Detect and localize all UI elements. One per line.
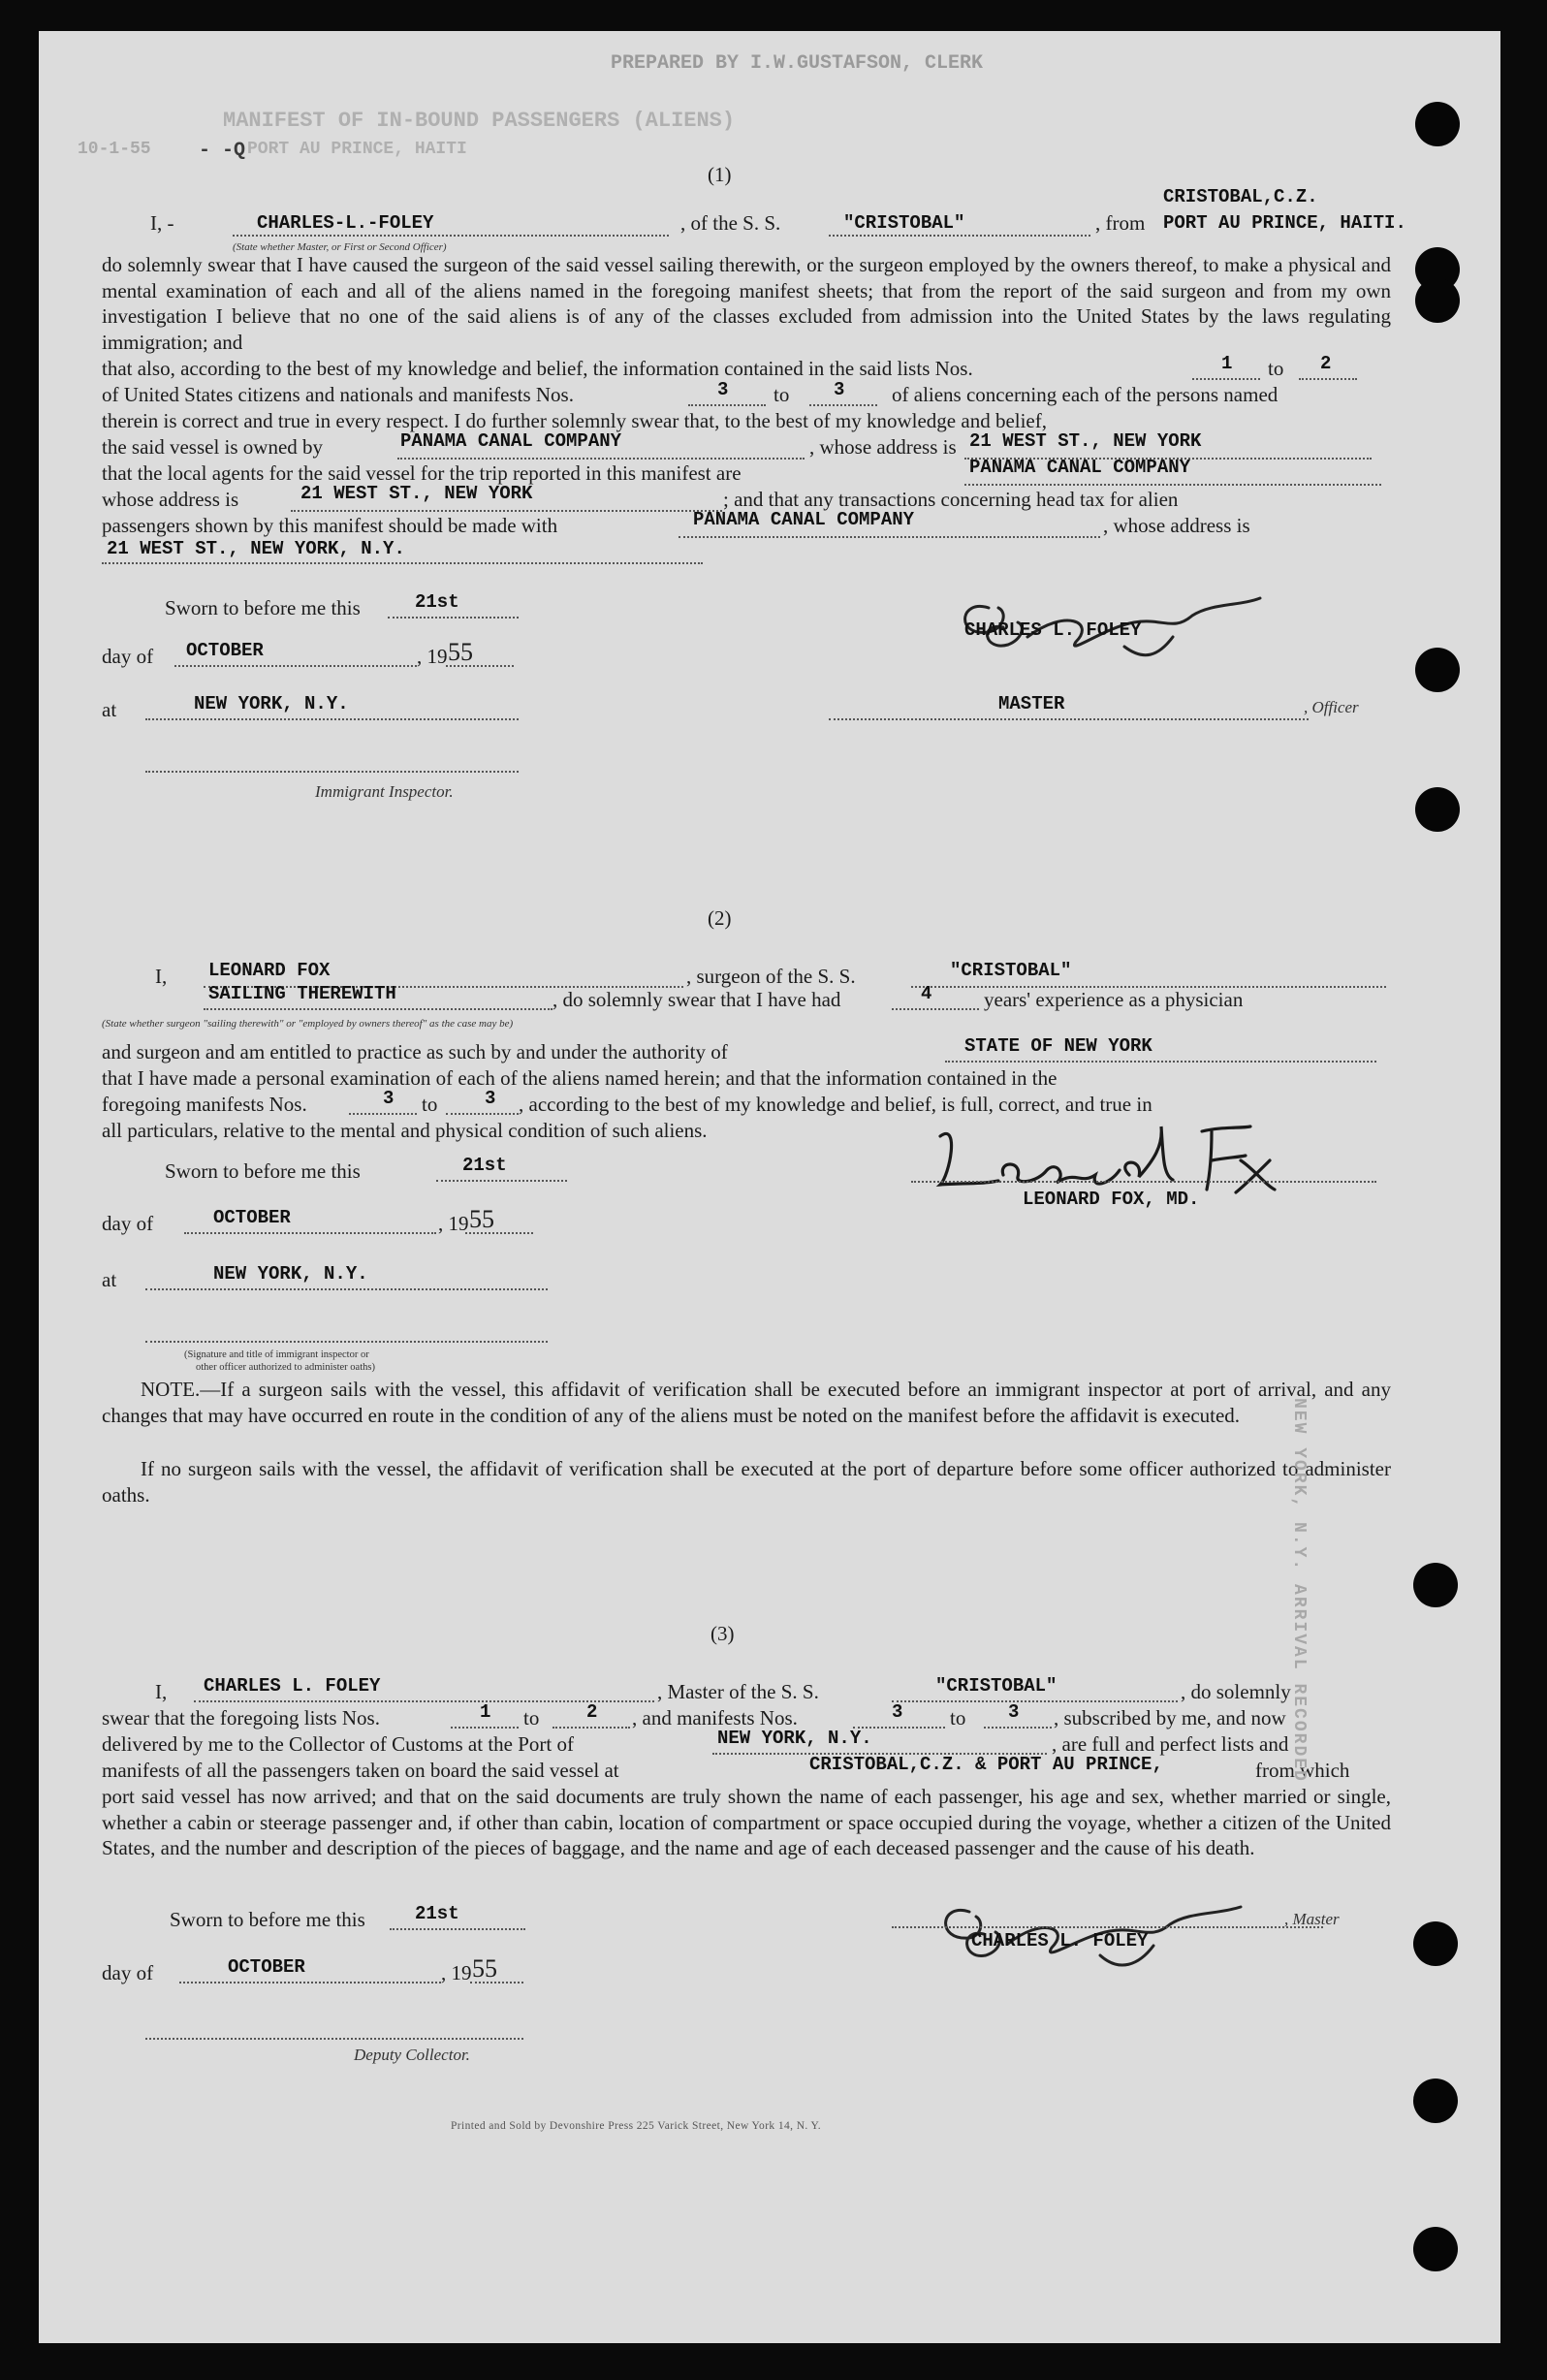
sworn-day-line-2 bbox=[436, 1180, 567, 1182]
to-label-3: to bbox=[422, 1093, 438, 1116]
note-paragraph-1: NOTE.—If a surgeon sails with the vessel, this affidavit of verification shall be executed before an immigrant inspector at port of arrival, and any changes that may have occurred en route in the condition of any of the aliens must be noted on the manifest before the affidavit is executed. bbox=[102, 1378, 1391, 1427]
vessel-line-3 bbox=[892, 1700, 1178, 1702]
owner-name: PANAMA CANAL COMPANY bbox=[400, 430, 622, 452]
from-place-line2: PORT AU PRINCE, HAITI. bbox=[1163, 212, 1406, 234]
manifests-to-line bbox=[809, 404, 877, 406]
sworn-label-3: Sworn to before me this bbox=[170, 1908, 365, 1931]
at-label-2: at bbox=[102, 1268, 117, 1291]
surgeon-signer-name: LEONARD FOX, MD. bbox=[1023, 1189, 1200, 1210]
year-prefix-1: , 19 bbox=[417, 645, 448, 668]
year-prefix-2: , 19 bbox=[438, 1212, 469, 1235]
sworn-day-line-3 bbox=[390, 1928, 525, 1930]
sworn-label-2: Sworn to before me this bbox=[165, 1159, 361, 1183]
dayof-label-1: day of bbox=[102, 645, 154, 668]
agents-label: that the local agents for the said vessel for the trip reported in this manifest are bbox=[102, 461, 742, 485]
note-paragraph-2: If no surgeon sails with the vessel, the affidavit of verification shall be executed at the port of departure before some officer authorized to administer oaths. bbox=[102, 1457, 1391, 1507]
foregoing-label: foregoing manifests Nos. bbox=[102, 1093, 307, 1116]
of-ss-label: , of the S. S. bbox=[680, 211, 781, 235]
examination-line: that I have made a personal examination of each of the aliens named herein; and that the information contained in the bbox=[102, 1066, 1058, 1090]
inspector-line bbox=[145, 771, 519, 773]
surgeon-signature-line bbox=[911, 1181, 1376, 1183]
according-line: , according to the best of my knowledge and belief, is full, correct, and true in bbox=[519, 1093, 1152, 1116]
agents-line bbox=[964, 484, 1381, 486]
vessel-name-3: "CRISTOBAL" bbox=[935, 1675, 1058, 1697]
manifests-to-line-3 bbox=[984, 1727, 1052, 1729]
from-place-line1: CRISTOBAL,C.Z. bbox=[1163, 186, 1318, 207]
owner-address: 21 WEST ST., NEW YORK bbox=[969, 430, 1202, 452]
vessel-line bbox=[829, 235, 1090, 237]
section-3-paragraph: port said vessel has now arrived; and that on the said documents are truly shown the name of each passenger, his age and sex, whether married or single, whether a cabin or steerage passenger and, if other than cabin, location of compartment or space occupied during the voyage, whether a citizen of the United States, and the number and description of the pieces of baggage, and the name and age of each deceased passenger and the cause of his death. bbox=[102, 1785, 1391, 1859]
surgeon-name: LEONARD FOX bbox=[208, 960, 331, 981]
transactions-line: ; and that any transactions concerning head tax for alien bbox=[723, 488, 1179, 511]
surgeon-status: SAILING THEREWITH bbox=[208, 983, 396, 1004]
sign-hint-2: other officer authorized to administer oaths) bbox=[196, 1362, 375, 1373]
faint-header-text: PREPARED BY I.W.GUSTAFSON, CLERK bbox=[611, 52, 984, 75]
master-hint: (State whether Master, or First or Second Officer) bbox=[233, 241, 447, 253]
lists-to: 2 bbox=[1320, 353, 1332, 374]
sworn-label-1: Sworn to before me this bbox=[165, 596, 361, 619]
full-perfect-label: , are full and perfect lists and bbox=[1052, 1732, 1289, 1756]
year-line-2 bbox=[465, 1232, 533, 1234]
master-name-line-3 bbox=[194, 1700, 654, 1702]
authority-line bbox=[945, 1061, 1376, 1063]
month-line-1 bbox=[174, 665, 417, 667]
vessel-name: "CRISTOBAL" bbox=[843, 212, 965, 234]
year-line-1 bbox=[446, 665, 514, 667]
signer-name-1: CHARLES L. FOLEY bbox=[964, 619, 1142, 641]
punch-hole-9 bbox=[1413, 2227, 1458, 2271]
sworn-day-3: 21st bbox=[415, 1903, 459, 1924]
tax-company: PANAMA CANAL COMPANY bbox=[693, 509, 915, 530]
role-line-1 bbox=[829, 718, 1309, 720]
owner-line bbox=[397, 458, 805, 460]
faint-date: 10-1-55 bbox=[78, 140, 151, 159]
whose-address-is-label: , whose address is bbox=[1103, 514, 1250, 537]
place-1: NEW YORK, N.Y. bbox=[194, 693, 349, 714]
years-line bbox=[892, 1008, 979, 1010]
of-aliens-line: of aliens concerning each of the persons named bbox=[892, 383, 1279, 406]
manifests-to-line-2 bbox=[446, 1113, 519, 1115]
side-stamp: NEW YORK, N.Y. ARRIVAL RECORDED bbox=[1289, 1398, 1309, 1783]
signer-name-3: CHARLES L. FOLEY bbox=[971, 1930, 1149, 1952]
manifests-from-2: 3 bbox=[383, 1088, 395, 1109]
signer-line-3 bbox=[892, 1926, 1323, 1928]
from-which-label: from which bbox=[1255, 1759, 1350, 1782]
inspector-label: Immigrant Inspector. bbox=[315, 782, 454, 801]
tax-address: 21 WEST ST., NEW YORK, N.Y. bbox=[107, 538, 405, 559]
therein-line: therein is correct and true in every respect. I do further solemnly swear that, to the best of my knowledge and belief, bbox=[102, 409, 1047, 432]
agents-address: 21 WEST ST., NEW YORK bbox=[300, 483, 533, 504]
and-manifests-label: , and manifests Nos. bbox=[632, 1706, 798, 1729]
printer-footer: Printed and Sold by Devonshire Press 225 Varick Street, New York 14, N. Y. bbox=[451, 2120, 822, 2132]
month-1: OCTOBER bbox=[186, 640, 264, 661]
that-also-line: that also, according to the best of my knowledge and belief, the information contained in the said lists Nos. bbox=[102, 357, 973, 380]
years-exp-label: years' experience as a physician bbox=[984, 988, 1244, 1011]
passengers-line: passengers shown by this manifest should be made with bbox=[102, 514, 558, 537]
dayof-label-2: day of bbox=[102, 1212, 154, 1235]
i-prefix: I, - bbox=[150, 211, 174, 235]
subscribed-label: , subscribed by me, and now bbox=[1054, 1706, 1286, 1729]
swear-lists-label: swear that the foregoing lists Nos. bbox=[102, 1706, 380, 1729]
year-line-3 bbox=[470, 1982, 523, 1983]
punch-hole-3 bbox=[1415, 278, 1460, 323]
lists-to-3: 2 bbox=[586, 1701, 598, 1723]
i-label-3: I, bbox=[155, 1680, 168, 1703]
status-hint: (State whether surgeon "sailing therewith" or "employed by owners thereof" as the case may be) bbox=[102, 1018, 514, 1030]
corner-mark: - -Q bbox=[199, 140, 246, 162]
swear-label-2: , do solemnly swear that I have had bbox=[552, 988, 841, 1011]
master-name: CHARLES-L.-FOLEY bbox=[257, 212, 434, 234]
month-3: OCTOBER bbox=[228, 1956, 305, 1978]
sworn-day-line-1 bbox=[388, 617, 519, 619]
punch-hole-6 bbox=[1413, 1563, 1458, 1607]
manifests-to-2: 3 bbox=[485, 1088, 496, 1109]
agents-name: PANAMA CANAL COMPANY bbox=[969, 457, 1191, 478]
whose-label: whose address is bbox=[102, 488, 239, 511]
sign-hint-1: (Signature and title of immigrant inspector or bbox=[184, 1349, 369, 1360]
manifests-from-line-2 bbox=[349, 1113, 417, 1115]
years-experience: 4 bbox=[921, 983, 932, 1004]
manifests-to: 3 bbox=[834, 379, 845, 400]
manifests-to-3: 3 bbox=[1008, 1701, 1020, 1723]
punch-hole-8 bbox=[1413, 2079, 1458, 2123]
do-solemnly-label: , do solemnly bbox=[1181, 1680, 1291, 1703]
ports-of-embarkation: CRISTOBAL,C.Z. & PORT AU PRINCE, bbox=[809, 1754, 1163, 1775]
lists-from-line bbox=[1192, 378, 1260, 380]
lists-from-line-3 bbox=[451, 1727, 519, 1729]
lists-to-line bbox=[1299, 378, 1357, 380]
vessel-name-2: "CRISTOBAL" bbox=[950, 960, 1072, 981]
year-2: 55 bbox=[469, 1205, 494, 1233]
year-prefix-3: , 19 bbox=[441, 1961, 472, 1984]
surgeon-status-line bbox=[204, 1008, 552, 1010]
lists-from-3: 1 bbox=[480, 1701, 491, 1723]
deputy-line bbox=[145, 2038, 523, 2040]
manifests-from-3: 3 bbox=[892, 1701, 903, 1723]
month-line-2 bbox=[184, 1232, 436, 1234]
deputy-label: Deputy Collector. bbox=[354, 2046, 470, 2064]
to-label-4: to bbox=[523, 1706, 540, 1729]
sworn-day-2: 21st bbox=[462, 1155, 507, 1176]
punch-hole-4 bbox=[1415, 648, 1460, 692]
master-name-3: CHARLES L. FOLEY bbox=[204, 1675, 381, 1697]
sworn-day-1: 21st bbox=[415, 591, 459, 613]
lists-from: 1 bbox=[1221, 353, 1233, 374]
tax-company-line bbox=[679, 536, 1100, 538]
lists-to-line-3 bbox=[552, 1727, 630, 1729]
port-of-arrival: NEW YORK, N.Y. bbox=[717, 1728, 872, 1749]
place-line-1 bbox=[145, 718, 519, 720]
from-label: , from bbox=[1095, 211, 1146, 235]
officer-label: , Officer bbox=[1304, 698, 1359, 716]
to-label: to bbox=[1268, 357, 1284, 380]
tax-address-line bbox=[102, 562, 703, 564]
authority: STATE OF NEW YORK bbox=[964, 1035, 1152, 1057]
master-of-label: , Master of the S. S. bbox=[657, 1680, 819, 1703]
particulars-line: all particulars, relative to the mental and physical condition of such aliens. bbox=[102, 1119, 708, 1142]
section-1-number: (1) bbox=[708, 163, 732, 186]
of-us-line: of United States citizens and nationals and manifests Nos. bbox=[102, 383, 574, 406]
delivered-label: delivered by me to the Collector of Customs at the Port of bbox=[102, 1732, 574, 1756]
whose-address-label: , whose address is bbox=[809, 435, 957, 459]
manifests-from-line bbox=[688, 404, 766, 406]
section-1-paragraph: do solemnly swear that I have caused the surgeon of the said vessel sailing therewith, or the surgeon employed by the owners thereof, to make a physical and mental examination of each and all of the aliens named in the foregoing manifest sheets; that from the report of the said surgeon and from my own investigation I believe that no one of the said aliens is of any of the classes excluded from admission into the United States by the laws regulating immigration; and bbox=[102, 253, 1391, 354]
dayof-label-3: day of bbox=[102, 1961, 154, 1984]
month-line-3 bbox=[179, 1982, 441, 1983]
manifests-from: 3 bbox=[717, 379, 729, 400]
to-label-5: to bbox=[950, 1706, 966, 1729]
year-3: 55 bbox=[472, 1954, 497, 1983]
punch-hole-5 bbox=[1415, 787, 1460, 832]
place-2: NEW YORK, N.Y. bbox=[213, 1263, 368, 1285]
faint-manifest-sub: PORT AU PRINCE, HAITI bbox=[247, 140, 467, 159]
month-2: OCTOBER bbox=[213, 1207, 291, 1228]
section-2-number: (2) bbox=[708, 906, 732, 930]
surgeon-of-label: , surgeon of the S. S. bbox=[686, 965, 856, 988]
at-label-1: at bbox=[102, 698, 117, 721]
punch-hole-7 bbox=[1413, 1921, 1458, 1966]
master-label-3: , Master bbox=[1284, 1910, 1340, 1928]
manifests-label: manifests of all the passengers taken on board the said vessel at bbox=[102, 1759, 619, 1782]
year-1: 55 bbox=[448, 638, 473, 666]
manifest-page bbox=[39, 31, 1500, 2343]
owned-by-label: the said vessel is owned by bbox=[102, 435, 324, 459]
role-1: MASTER bbox=[998, 693, 1065, 714]
practice-line: and surgeon and am entitled to practice as such by and under the authority of bbox=[102, 1040, 728, 1063]
place-line-2 bbox=[145, 1288, 548, 1290]
i-label-2: I, bbox=[155, 965, 168, 988]
to-label-2: to bbox=[774, 383, 790, 406]
agents-address-line bbox=[291, 510, 722, 512]
faint-manifest-title: MANIFEST OF IN-BOUND PASSENGERS (ALIENS) bbox=[223, 109, 736, 133]
punch-hole-1 bbox=[1415, 102, 1460, 146]
section-3-number: (3) bbox=[710, 1622, 735, 1645]
